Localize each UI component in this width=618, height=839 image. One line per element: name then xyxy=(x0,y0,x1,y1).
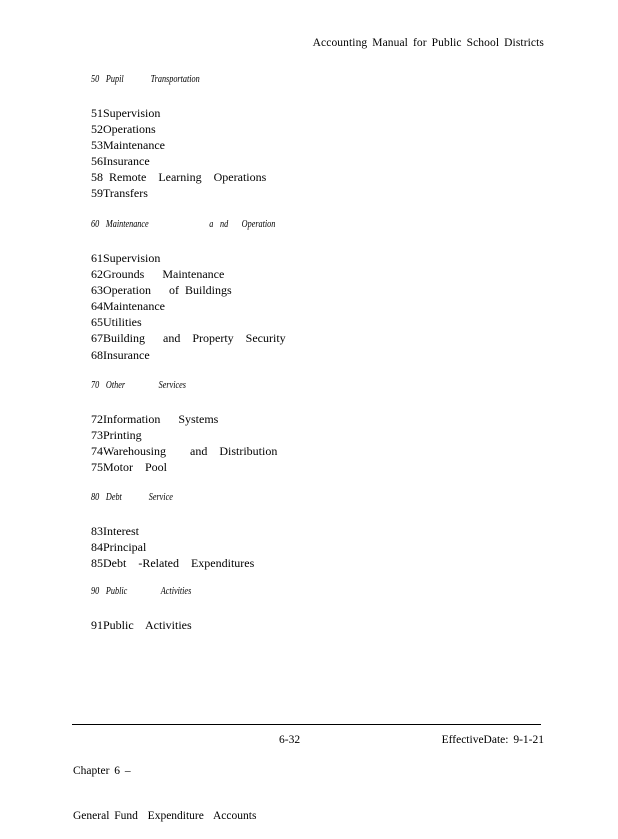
account-item: 64Maintenance xyxy=(91,299,165,314)
section-70 xyxy=(91,380,277,475)
account-item: 75Motor Pool xyxy=(91,460,168,475)
footer-chapter-title: General Fund Expenditure Accounts xyxy=(73,810,257,822)
footer-chapter xyxy=(73,734,256,839)
account-item: 84Principal xyxy=(91,540,147,555)
document-header: Accounting Manual for Public School Districts xyxy=(312,37,544,49)
account-item: 62Grounds Maintenance xyxy=(91,267,225,282)
section-heading: 70 Other Services xyxy=(91,380,186,391)
account-item: 52Operations xyxy=(91,122,156,137)
account-item: 83Interest xyxy=(91,524,139,538)
account-item: 51Supervision xyxy=(91,106,161,120)
section-60 xyxy=(91,219,327,363)
footer-divider xyxy=(72,724,541,725)
account-item: 68Insurance xyxy=(91,347,150,362)
account-item: 61Supervision xyxy=(91,251,161,265)
account-item: 63Operation of Buildings xyxy=(91,283,232,298)
account-item: 85Debt -Related Expenditures xyxy=(91,556,255,571)
account-item: 53Maintenance xyxy=(91,138,165,153)
account-item: 91Public Activities xyxy=(91,618,192,632)
section-heading: 60 Maintenance a nd Operation xyxy=(91,219,276,230)
account-item: 67Building and Property Security xyxy=(91,331,286,346)
account-item: 58 Remote Learning Operations xyxy=(91,170,267,185)
section-heading: 50 Pupil Transportation xyxy=(91,74,200,85)
effective-date: EffectiveDate: 9-1-21 xyxy=(441,734,544,746)
account-item: 65Utilities xyxy=(91,315,142,330)
account-item: 72Information Systems xyxy=(91,412,219,426)
section-heading: 80 Debt Service xyxy=(91,492,173,503)
section-90 xyxy=(91,586,220,633)
section-80 xyxy=(91,492,254,571)
section-50 xyxy=(91,74,266,202)
account-item: 56Insurance xyxy=(91,154,150,169)
footer-chapter-number: Chapter 6 – xyxy=(73,765,131,777)
account-item: 74Warehousing and Distribution xyxy=(91,444,278,459)
section-heading: 90 Public Activities xyxy=(91,586,192,597)
page-number: 6-32 xyxy=(279,734,301,746)
account-item: 59Transfers xyxy=(91,186,148,201)
account-item: 73Printing xyxy=(91,428,142,443)
